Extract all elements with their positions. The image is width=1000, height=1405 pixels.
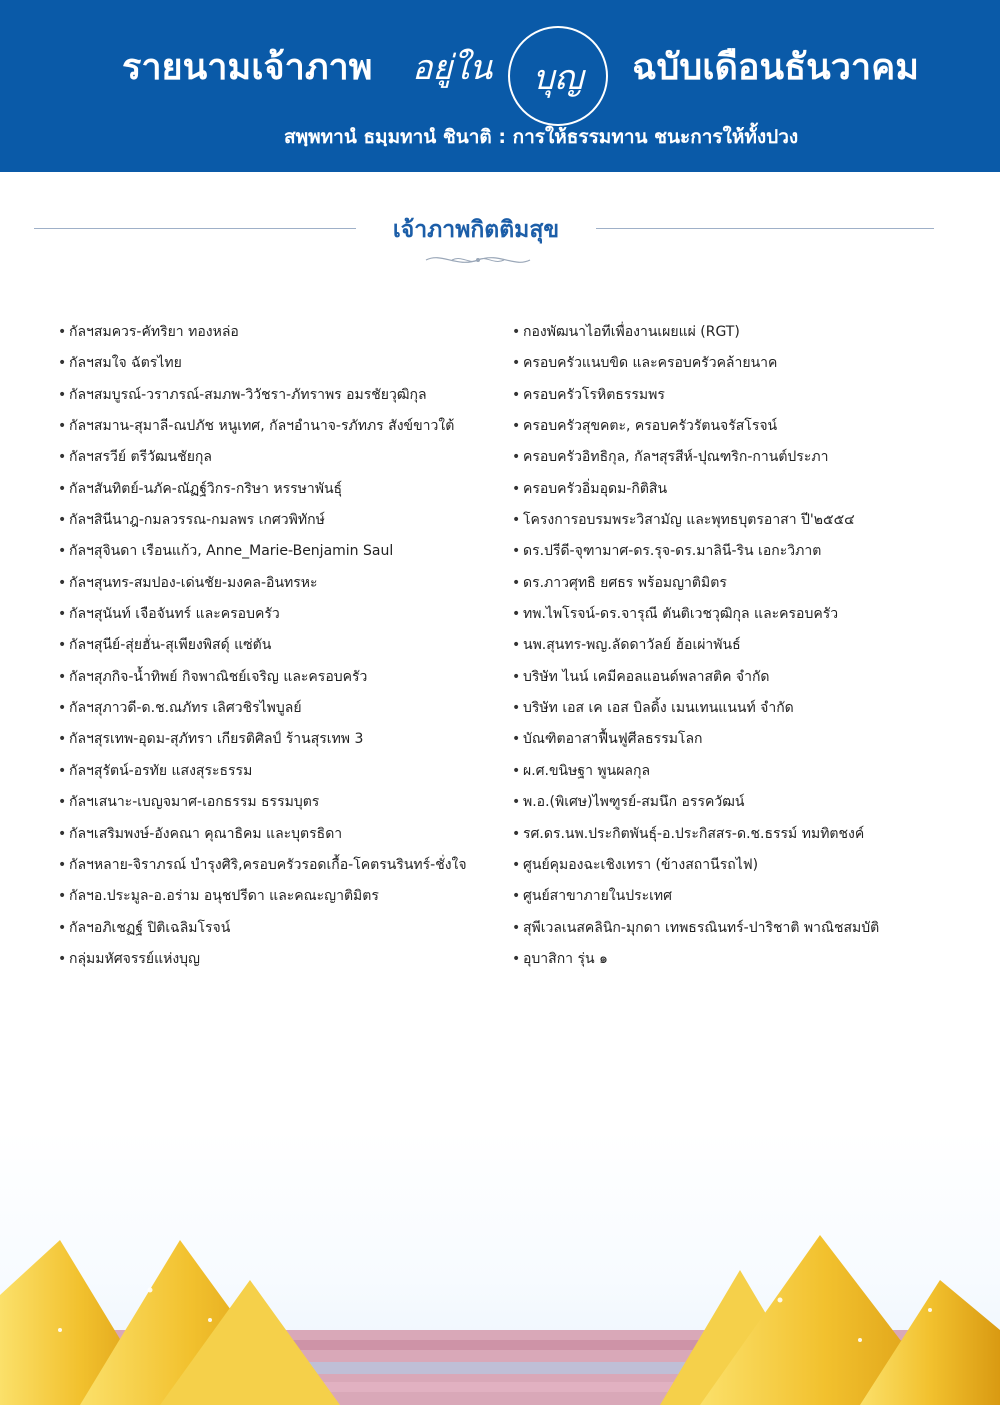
donor-right-item: • อุบาสิกา รุ่น ๑ bbox=[512, 947, 952, 978]
donor-left-item: • กัลฯสุจินดา เรือนแก้ว, Anne_Marie-Benjamin Saul bbox=[58, 539, 498, 570]
scroll-ornament-icon bbox=[422, 252, 534, 268]
section-title: เจ้าภาพกิตติมสุข bbox=[392, 217, 560, 243]
donor-right-item: • ครอบครัวอิ่มอุดม-กิติสิน bbox=[512, 477, 952, 508]
donor-left-item: • กัลฯสุภาวดี-ด.ช.ณภัทร เลิศวชิรไพบูลย์ bbox=[58, 696, 498, 727]
donor-right-item: • รศ.ดร.นพ.ประกิตพันธุ์-อ.ประกิสสร-ด.ช.ธรรม์ ทมทิตชงค์ bbox=[512, 822, 952, 853]
donor-right-item: • นพ.สุนทร-พญ.ลัดดาวัลย์ ฮ้อเผ่าพันธ์ bbox=[512, 633, 952, 664]
donor-left-item: • กัลฯสุรัตน์-อรทัย แสงสุระธรรม bbox=[58, 759, 498, 790]
donor-left-item: • กัลฯสมาน-สุมาลี-ณปภัช หนูเทศ, กัลฯอำนาจ-รภัทภร สังข์ขาวใต้ bbox=[58, 414, 498, 445]
donor-left-item: • กัลฯอภิเชฏฐ์ ปิติเฉลิมโรจน์ bbox=[58, 916, 498, 947]
logo-circle-text: บุญ bbox=[532, 58, 584, 98]
donor-left-item: • กัลฯสมใจ ฉัตรไทย bbox=[58, 351, 498, 382]
donor-left-item: • กัลฯอ.ประมูล-อ.อร่าม อนุชปรีดา และคณะญาติมิตร bbox=[58, 884, 498, 915]
donor-right-item: • ทพ.ไพโรจน์-ดร.จารุณี ตันติเวชวุฒิกุล และครอบครัว bbox=[512, 602, 952, 633]
donor-right-item: • บริษัท ไนน์ เคมีคอลแอนด์พลาสติค จำกัด bbox=[512, 665, 952, 696]
donor-left-item: • กัลฯหลาย-จิราภรณ์ บำรุงศิริ,ครอบครัวรอดเกื้อ-โคตรนรินทร์-ชั่งใจ bbox=[58, 853, 498, 884]
header-banner bbox=[0, 0, 1000, 172]
donor-right-item: • ศูนย์คุมองฉะเชิงเทรา (ข้างสถานีรถไฟ) bbox=[512, 853, 952, 884]
donor-right-item: • ศูนย์สาขาภายในประเทศ bbox=[512, 884, 952, 915]
donor-left-item: • กัลฯสันทิตย์-นภัค-ณัฏฐ์วิกร-กริษา หรรษาพันธุ์ bbox=[58, 477, 498, 508]
donor-right-item: • ครอบครัวสุขคตะ, ครอบครัวรัตนจรัสโรจน์ bbox=[512, 414, 952, 445]
donor-left-item: • กัลฯสรวีย์ ตรีวัฒนชัยกุล bbox=[58, 445, 498, 476]
donor-right-item: • บริษัท เอส เค เอส บิลดิ้ง เมนเทนแนนท์ จำกัด bbox=[512, 696, 952, 727]
donor-left-item: • กัลฯสมควร-คัทริยา ทองหล่อ bbox=[58, 320, 498, 351]
donor-right-item: • ครอบครัวแนบขิด และครอบครัวคล้ายนาค bbox=[512, 351, 952, 382]
divider-right bbox=[596, 228, 934, 229]
header-subtitle: สพฺพทานํ ธมฺมทานํ ชินาติ : การให้ธรรมทาน ชนะการให้ทั้งปวง bbox=[284, 126, 799, 148]
donor-left-item: • กัลฯสุภกิจ-น้ำทิพย์ กิจพาณิชย์เจริญ และครอบครัว bbox=[58, 665, 498, 696]
donor-left-item: • กัลฯสุนันท์ เจือจันทร์ และครอบครัว bbox=[58, 602, 498, 633]
golden-pyramids-illustration bbox=[0, 1130, 1000, 1405]
logo-text: อยู่ใน bbox=[412, 48, 493, 88]
donor-right-item: • พ.อ.(พิเศษ)ไพฑูรย์-สมนึก อรรควัฒน์ bbox=[512, 790, 952, 821]
donor-right-item: • ดร.ปรีดี-จุฑามาศ-ดร.รุจ-ดร.มาลินี-ริน เอกะวิภาต bbox=[512, 539, 952, 570]
header-title-left: รายนามเจ้าภาพ bbox=[122, 47, 373, 88]
donor-right-item: • ผ.ศ.ขนิษฐา พูนผลกุล bbox=[512, 759, 952, 790]
donor-left-item: • กัลฯเสนาะ-เบญจมาศ-เอกธรรม ธรรมบุตร bbox=[58, 790, 498, 821]
donor-left-item: • กัลฯสุรเทพ-อุดม-สุภัทรา เกียรติศิลป์ ร้านสุรเทพ 3 bbox=[58, 727, 498, 758]
donor-right-item: • บัณฑิตอาสาฟื้นฟูศีลธรรมโลก bbox=[512, 727, 952, 758]
donor-left-item: • กัลฯสินีนาฎ-กมลวรรณ-กมลพร เกศวพิทักษ์ bbox=[58, 508, 498, 539]
donor-left-item: • กลุ่มมหัศจรรย์แห่งบุญ bbox=[58, 947, 498, 978]
donor-list-left bbox=[58, 320, 498, 978]
donor-right-item: • โครงการอบรมพระวิสามัญ และพุทธบุตรอาสา ปี'๒๕๕๔ bbox=[512, 508, 952, 539]
donor-left-item: • กัลฯสมบูรณ์-วราภรณ์-สมภพ-วิวัชรา-ภัทราพร อมรชัยวุฒิกุล bbox=[58, 383, 498, 414]
donor-right-item: • ครอบครัวอิทธิกุล, กัลฯสุรสีห์-ปุณฑริก-กานต์ประภา bbox=[512, 445, 952, 476]
divider-left bbox=[34, 228, 356, 229]
donor-right-item: • กองพัฒนาไอทีเพื่องานเผยแผ่ (RGT) bbox=[512, 320, 952, 351]
donor-list-right bbox=[512, 320, 952, 978]
donor-left-item: • กัลฯเสริมพงษ์-อังคณา คุณาธิคม และบุตรธิดา bbox=[58, 822, 498, 853]
donor-left-item: • กัลฯสุนทร-สมปอง-เด่นชัย-มงคล-อินทรหะ bbox=[58, 571, 498, 602]
logo-circle bbox=[508, 26, 608, 126]
donor-right-item: • ดร.ภาวศุทธิ ยศธร พร้อมญาติมิตร bbox=[512, 571, 952, 602]
donor-right-item: • ครอบครัวโรหิตธรรมพร bbox=[512, 383, 952, 414]
donor-right-item: • สุพีเวลเนสคลินิก-มุกดา เทพธรณินทร์-ปาริชาติ พาณิชสมบัติ bbox=[512, 916, 952, 947]
donor-left-item: • กัลฯสุนีย์-สุ่ยฮั่น-สุเพียงพิสดุ์ แซ่ตัน bbox=[58, 633, 498, 664]
header-title-right: ฉบับเดือนธันวาคม bbox=[632, 47, 919, 88]
